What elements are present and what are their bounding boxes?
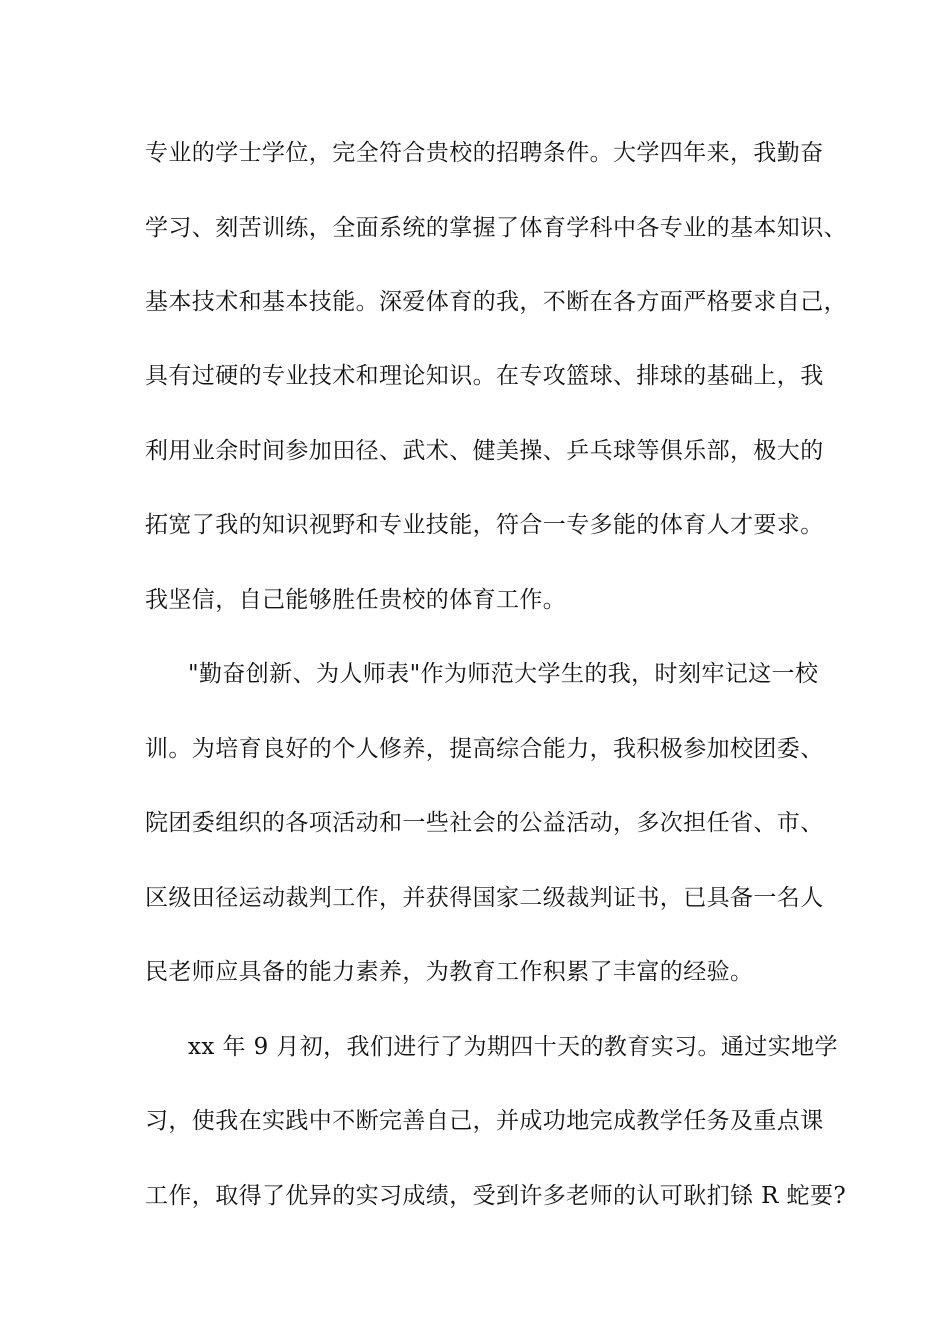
text-line: 区级田径运动裁判工作，并获得国家二级裁判证书，已具备一名人: [145, 885, 824, 911]
text-line: 我坚信，自己能够胜任贵校的体育工作。: [145, 587, 567, 613]
text-line: 利用业余时间参加田径、武术、健美操、乒乓球等俱乐部，极大的: [145, 438, 824, 464]
paragraph-first-line: xx 年 9 月初，我们进行了为期四十天的教育实习。通过实地学: [188, 1034, 838, 1060]
text-line: 具有过硬的专业技术和理论知识。在专攻篮球、排球的基础上，我: [145, 363, 824, 389]
text-line: 工作，取得了优异的实习成绩，受到许多老师的认可耿扪铩 R 蛇要?: [145, 1183, 847, 1209]
text-line: 基本技术和基本技能。深爱体育的我，不断在各方面严格要求自己，: [145, 289, 847, 315]
text-line: 拓宽了我的知识视野和专业技能，符合一专多能的体育人才要求。: [145, 512, 824, 538]
text-line: 学习、刻苦训练，全面系统的掌握了体育学科中各专业的基本知识、: [145, 215, 847, 241]
text-line: 习，使我在实践中不断完善自己，并成功地完成教学任务及重点课: [145, 1108, 824, 1134]
text-line: 民老师应具备的能力素养，为教育工作积累了丰富的经验。: [145, 959, 754, 985]
text-line: 专业的学士学位，完全符合贵校的招聘条件。大学四年来，我勤奋: [145, 140, 824, 166]
text-line: 训。为培育良好的个人修养，提高综合能力，我积极参加校团委、: [145, 736, 824, 762]
paragraph-first-line: "勤奋创新、为人师表"作为师范大学生的我，时刻牢记这一校: [188, 661, 819, 687]
text-line: 院团委组织的各项活动和一些社会的公益活动，多次担任省、市、: [145, 810, 824, 836]
